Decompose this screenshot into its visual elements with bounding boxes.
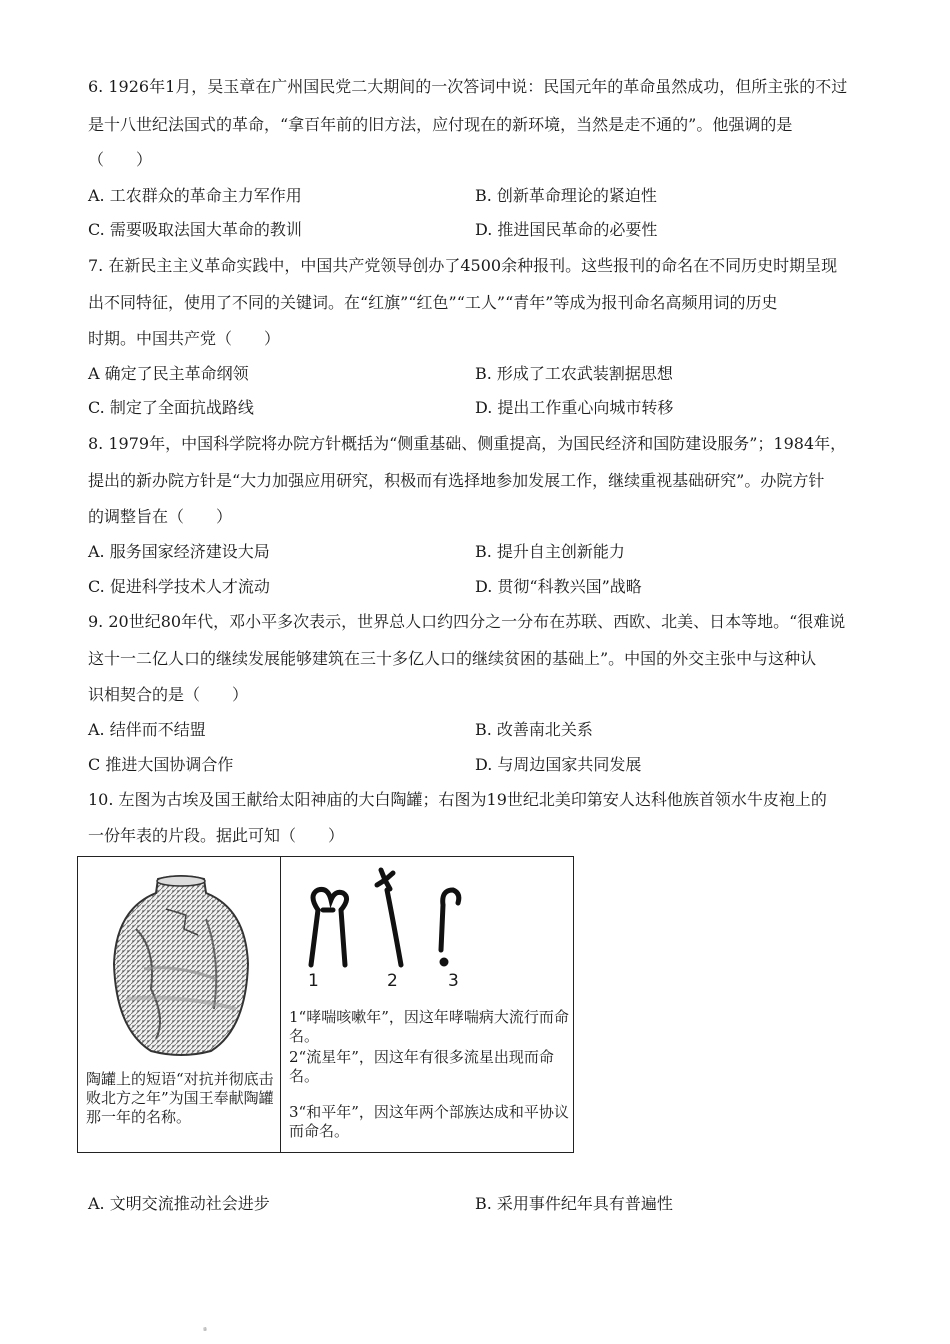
q6-option-d: D. 推进国民革命的必要性 (475, 220, 658, 239)
q6-option-b: B. 创新革命理论的紧迫性 (475, 186, 657, 205)
glyph-number-3: 3 (448, 971, 459, 991)
q9-option-b: B. 改善南北关系 (475, 720, 593, 739)
q6-option-a: A. 工农群众的革命主力军作用 (88, 186, 302, 205)
q8-option-b: B. 提升自主创新能力 (475, 542, 625, 561)
q10-stem-line2: 一份年表的片段。据此可知（ ） (88, 826, 345, 845)
figure-left-panel (78, 857, 281, 1152)
q8-stem-line1: 8. 1979年，中国科学院将办院方针概括为“侧重基础、侧重提高，为国民经济和国防建设服务”；1984年， (88, 434, 847, 453)
q10-option-a: A. 文明交流推动社会进步 (88, 1194, 270, 1213)
q9-option-a: A. 结伴而不结盟 (88, 720, 206, 739)
q6-option-c: C. 需要吸取法国大革命的教训 (88, 220, 302, 239)
q6-stem-line1: 6. 1926年1月，吴玉章在广州国民党二大期间的一次答词中说：民国元年的革命虽然成功，但所主张的不过 (88, 77, 848, 96)
q8-stem-line3: 的调整旨在（ ） (88, 507, 233, 526)
q8-option-c: C. 促进科学技术人才流动 (88, 577, 270, 596)
q7-stem-line1: 7. 在新民主主义革命实践中，中国共产党领导创办了4500余种报刊。这些报刊的命名在不同历史时期呈现 (88, 256, 838, 275)
q6-stem-line2: 是十八世纪法国式的革命，“拿百年前的旧方法，应付现在的新环境，当然是走不通的”。他强调的是 (88, 115, 793, 134)
glyph-note-3: 3“和平年”，因这年两个部族达成和平协议而命名。 (289, 1103, 569, 1140)
q6-stem-line3: （ ） (88, 150, 153, 169)
q7-option-c: C. 制定了全面抗战路线 (88, 398, 254, 417)
q7-stem-line2: 出不同特征，使用了不同的关键词。在“红旗”“红色”“工人”“青年”等成为报刊命名高频用词的历史 (88, 293, 778, 312)
q10-stem-line1: 10. 左图为古埃及国王献给太阳神庙的大白陶罐；右图为19世纪北美印第安人达科他族首领水牛皮袍上的 (88, 790, 827, 809)
q7-stem-line3: 时期。中国共产党（ ） (88, 329, 281, 348)
glyph-note-1: 1“哮喘咳嗽年”，因这年哮喘病大流行而命名。 (289, 1008, 569, 1045)
q9-stem-line1: 9. 20世纪80年代，邓小平多次表示，世界总人口约四分之一分布在苏联、西欧、北美、日本等地。“很难说 (88, 612, 846, 631)
q8-stem-line2: 提出的新办院方针是“大力加强应用研究，积极而有选择地参加发展工作，继续重视基础研究”。办院方针 (88, 471, 825, 490)
glyph-cough-year-icon (311, 889, 347, 965)
q7-option-a: A 确定了民主革命纲领 (88, 364, 249, 383)
figure-right-panel (281, 857, 573, 1152)
q9-stem-line3: 识相契合的是（ ） (88, 685, 249, 704)
q9-option-d: D. 与周边国家共同发展 (475, 755, 642, 774)
glyph-meteor-year-icon (377, 870, 401, 965)
figure-left-caption: 陶罐上的短语“对抗并彻底击败北方之年”为国王奉献陶罐那一年的名称。 (86, 1070, 274, 1126)
q8-option-d: D. 贯彻“科教兴国”战略 (475, 577, 642, 596)
glyph-peace-year-icon (441, 890, 459, 964)
q7-option-b: B. 形成了工农武装割据思想 (475, 364, 673, 383)
q9-stem-line2: 这十一二亿人口的继续发展能够建筑在三十多亿人口的继续贫困的基础上”。中国的外交主张中与这种认 (88, 649, 817, 668)
pictograph-glyphs (293, 865, 493, 980)
glyph-number-1: 1 (308, 971, 319, 991)
q10-figure (77, 856, 574, 1153)
glyph-note-2: 2“流星年”，因这年有很多流星出现而命名。 (289, 1048, 554, 1085)
pottery-jar-illustration (96, 869, 266, 1059)
footer-mark: ª (203, 1326, 207, 1335)
q9-option-c: C 推进大国协调合作 (88, 755, 234, 774)
q7-option-d: D. 提出工作重心向城市转移 (475, 398, 674, 417)
q8-option-a: A. 服务国家经济建设大局 (88, 542, 270, 561)
q10-option-b: B. 采用事件纪年具有普遍性 (475, 1194, 673, 1213)
glyph-number-2: 2 (387, 971, 398, 991)
